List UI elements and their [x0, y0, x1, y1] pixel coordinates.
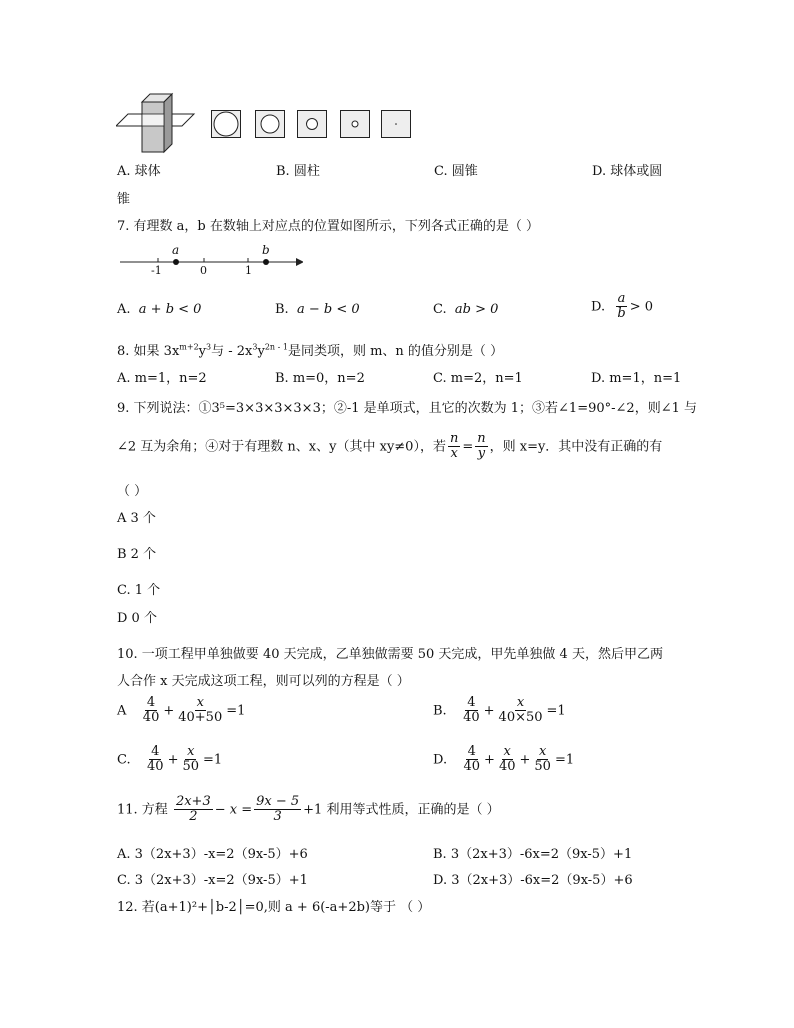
q7-stem: 7. 有理数 a，b 在数轴上对应点的位置如图所示，下列各式正确的是（ ） — [117, 219, 540, 234]
q9-option-b[interactable]: B 2 个 — [117, 547, 157, 562]
q7-option-a-math: a + b < 0 — [138, 302, 202, 317]
q11-option-a[interactable]: A. 3（2x+3）-x=2（9x-5）+6 — [117, 847, 308, 862]
q7-option-b-label: B. — [275, 302, 289, 317]
q7-number-line — [118, 240, 303, 280]
q9-line1: 9. 下列说法：①3⁵=3×3×3×3×3；②-1 是单项式，且它的次数为 1；③若∠1=90°-∠2，则∠1 与 — [117, 401, 697, 416]
q6-view-1 — [211, 110, 241, 138]
q11-option-b[interactable]: B. 3（2x+3）-6x=2（9x-5）+1 — [433, 847, 633, 862]
q9-option-c[interactable]: C. 1 个 — [117, 583, 161, 598]
q11-stem: 11. 方程 $\frac{2x+3}{2}$ − x = $\frac{9x - 5}{3}$ +1 利用等式性质，正确的是（ ） — [117, 794, 500, 825]
q11-option-c[interactable]: C. 3（2x+3）-x=2（9x-5）+1 — [117, 873, 308, 888]
q8-option-b[interactable]: B. m=0，n=2 — [275, 371, 365, 386]
q11-option-d[interactable]: D. 3（2x+3）-6x=2（9x-5）+6 — [433, 873, 633, 888]
q7-option-c-math: ab > 0 — [454, 302, 499, 317]
q8-option-c[interactable]: C. m=2，n=1 — [433, 371, 523, 386]
q6-option-c[interactable]: C. 圆锥 — [434, 164, 478, 179]
q7-option-d[interactable] — [591, 292, 653, 322]
q6-view-4 — [340, 110, 370, 138]
q7-option-b-math: a − b < 0 — [296, 302, 360, 317]
q7-option-a[interactable] — [117, 302, 201, 317]
q10-option-c[interactable]: C. $\frac{4}{40}$ + $\frac{x}{50}$ =1 — [117, 744, 223, 775]
q7-option-c-label: C. — [433, 302, 447, 317]
q7-tick-0: 0 — [200, 264, 207, 277]
q7-option-b[interactable] — [275, 302, 360, 317]
q7-tick-1: 1 — [245, 264, 252, 277]
q10-option-d[interactable]: D. $\frac{4}{40}$ + $\frac{x}{40}$ + $\frac{x}{50}$ =1 — [433, 744, 575, 775]
q6-option-d[interactable]: D. 球体或圆 — [592, 164, 663, 179]
q10-line2: 人合作 x 天完成这项工程，则可以列的方程是（ ） — [117, 674, 410, 689]
q10-option-b[interactable]: B. $\frac{4}{40}$ + $\frac{x}{40\times 50}$ =1 — [433, 695, 566, 726]
q9-option-d[interactable]: D 0 个 — [117, 611, 157, 626]
q7-option-d-frac: $\frac{a}{b}$ — [617, 291, 626, 322]
q9-option-a[interactable]: A 3 个 — [117, 511, 156, 526]
q6-option-a[interactable]: A. 球体 — [117, 164, 161, 179]
q7-option-a-label: A. — [117, 302, 131, 317]
q7-label-b: b — [262, 243, 270, 257]
q6-view-3 — [297, 110, 327, 138]
q9-line2: ∠2 互为余角；④对于有理数 n、x、y（其中 xy≠0），若 $\frac{n}{x}$ = $\frac{n}{y}$ ，则 x=y．其中没有正确的有 — [117, 431, 663, 462]
q12-stem: 12. 若(a+1)²+│b-2│=0,则 a + 6(-a+2b)等于 （ ） — [117, 900, 431, 915]
q9-line3: （ ） — [117, 484, 148, 499]
q7-label-a: a — [172, 243, 180, 257]
q7-option-d-rest: > 0 — [629, 299, 653, 315]
q7-option-c[interactable] — [433, 302, 498, 317]
q7-tick-neg1: -1 — [151, 264, 162, 277]
q6-view-5 — [381, 110, 411, 138]
q6-solid-figure — [116, 92, 196, 154]
q10-option-a[interactable]: A $\frac{4}{40}$ + $\frac{x}{40+50}$ =1 — [117, 695, 246, 726]
q8-option-a[interactable]: A. m=1，n=2 — [117, 371, 207, 386]
q10-line1: 10. 一项工程甲单独做要 40 天完成，乙单独做需要 50 天完成，甲先单独做 4 天，然后甲乙两 — [117, 647, 663, 662]
q6-option-b[interactable]: B. 圆柱 — [276, 164, 320, 179]
q6-option-d-wrap: 锥 — [117, 192, 131, 207]
q8-option-d[interactable]: D. m=1，n=1 — [591, 371, 682, 386]
q6-view-2 — [255, 110, 285, 138]
q7-option-d-label: D. — [591, 299, 606, 315]
q8-stem: 8. 如果 $3x^{m+2}y^3$与 - $2x^3y^{2n - 1}$是同类项，则 m、n 的值分别是（ ） — [117, 342, 504, 359]
